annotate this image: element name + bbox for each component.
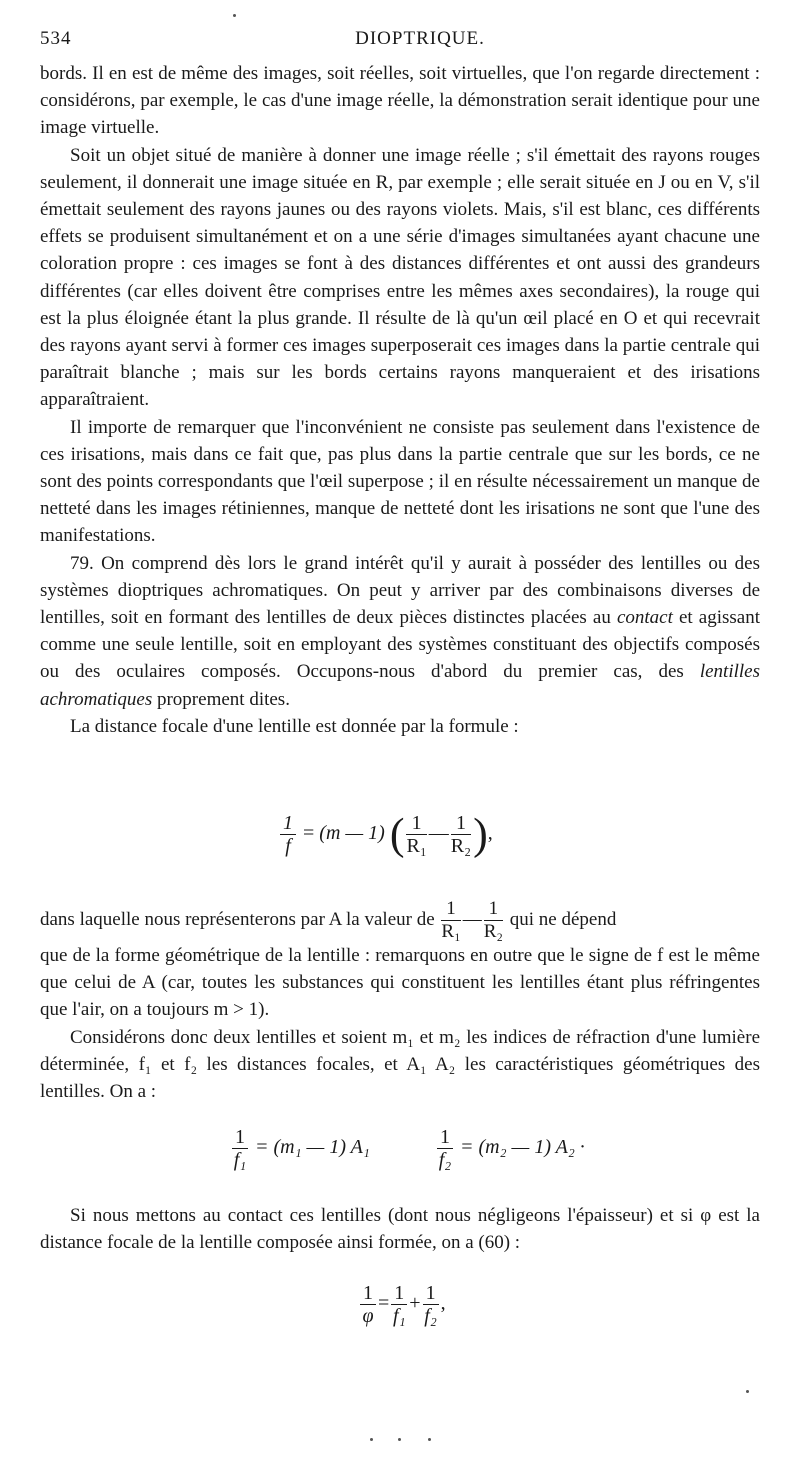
emphasis-achromatic-lenses: lentilles achromatiques: [40, 661, 760, 710]
paragraph-2: Soit un objet situé de manière à donner une image réelle ; s'il émettait des rayons rouges seulement, il donnerait une image située en R, par exemple ; elle serait située en J ou en V, s'il émettait seulement des rayons jaunes ou des rayons violets. Mais, s'il est blanc, ces différents effets se produisent simultanément et on a une série d'images simultanées ayant chacune une coloration propre : ces images se font à des distances différentes et ont aussi des grandeurs différentes (car elles doivent être comprises entre les mêmes axes secondaires), la rouge qui est la plus éloignée étant la plus grande. Il résulte de là qu'un œil placé en O et qui recevrait des rayons ayant servi à former ces images superposerait ces images dans la partie centrale qui paraîtrait blanche ; mais sur les bords certains rayons manqueraient et des irisations apparaîtraient.: [40, 144, 760, 411]
paragraph-two-lenses: Considérons donc deux lentilles et soient m₁ et m₂ les indices de réfraction d'une lumière déterminée, f₁ et f₂ les distances focales, et A₁ A₂ les caractéristiques géométriques des lentilles. On a :: [40, 1026, 760, 1103]
page-number: 534: [40, 28, 72, 49]
paragraph-1: bords. Il en est de même des images, soit réelles, soit virtuelles, que l'on regarde directement : considérons, par exemple, le cas d'une image réelle, la démonstration serait identique pour une image virtuelle.: [40, 63, 760, 139]
print-speck: [746, 1390, 749, 1393]
paragraph-focal-formula-intro: La distance focale d'une lentille est donnée par la formule :: [70, 715, 519, 737]
equation-lens-maker: $\frac{1}{f}$ = (m — 1) ( $\frac{1}{\text{R₁}}$ — $\frac{1}{\text{R₂}}$ ),: [278, 812, 493, 857]
body-text-middle: [40, 942, 760, 1105]
page-header: [40, 28, 760, 58]
emphasis-contact: contact: [616, 607, 673, 629]
print-speck: [428, 1438, 431, 1441]
equation-focal-lens-1: $\frac{1}{\text{f₁}}$ = (m₁ — 1) A₁: [233, 1126, 370, 1171]
print-speck: [233, 14, 236, 17]
equation-combined-focal: $\frac{1}{\varphi}$ = $\frac{1}{\text{f₁}}$ + $\frac{1}{\text{f₂}}$ ,: [358, 1282, 446, 1327]
body-text-top: [40, 60, 760, 740]
body-text-bottom: [40, 1202, 760, 1256]
equation-focal-lens-2: $\frac{1}{\text{f₂}}$ = (m₂ — 1) A₂ ·: [438, 1126, 585, 1171]
paragraph-sign-remark: que de la forme géométrique de la lentille : remarquons en outre que le signe de f est le même que celui de A (car, toutes les substances qui constituent les lentilles étant plus réfringentes que l'air, on a toujours m > 1).: [40, 945, 760, 1021]
inline-fraction-inverse-radii: $\frac{1}{\text{R₁}}$: [441, 898, 461, 942]
print-speck: [398, 1438, 401, 1441]
paragraph-A-definition: dans laquelle nous représenterons par A la valeur de $\frac{1}{\text{R₁}}$ — $\frac{1}{\text{R₂}}$ qui ne dépend: [40, 898, 617, 942]
paragraph-79: 79. On comprend dès lors le grand intérêt qu'il y aurait à posséder des lentilles ou des systèmes dioptriques achromatiques. On peut y arriver par des combinaisons diverses de lentilles, soit en formant des lentilles de deux pièces distinctes placées au contact et agissant comme une seule lentille, soit en employant des systèmes constituant des objectifs composés ou des oculaires composés. Occupons-nous d'abord du premier cas, des lentilles achromatiques proprement dites.: [40, 552, 760, 710]
running-title: DIOPTRIQUE.: [355, 28, 485, 49]
paragraph-3: Il importe de remarquer que l'inconvénient ne consiste pas seulement dans l'existence de ces irisations, mais dans ce fait que, pas plus dans la partie centrale que sur les bords, ce ne sont des points correspondants que l'œil superpose ; il en résulte nécessairement un manque de netteté dans les images rétiniennes, manque de netteté dont les irisations ne sont que l'une des manifestations.: [40, 416, 760, 547]
paragraph-contact-lenses: Si nous mettons au contact ces lentilles (dont nous négligeons l'épaisseur) et si φ est la distance focale de la lentille composée ainsi formée, on a (60) :: [40, 1205, 760, 1254]
print-speck: [370, 1438, 373, 1441]
